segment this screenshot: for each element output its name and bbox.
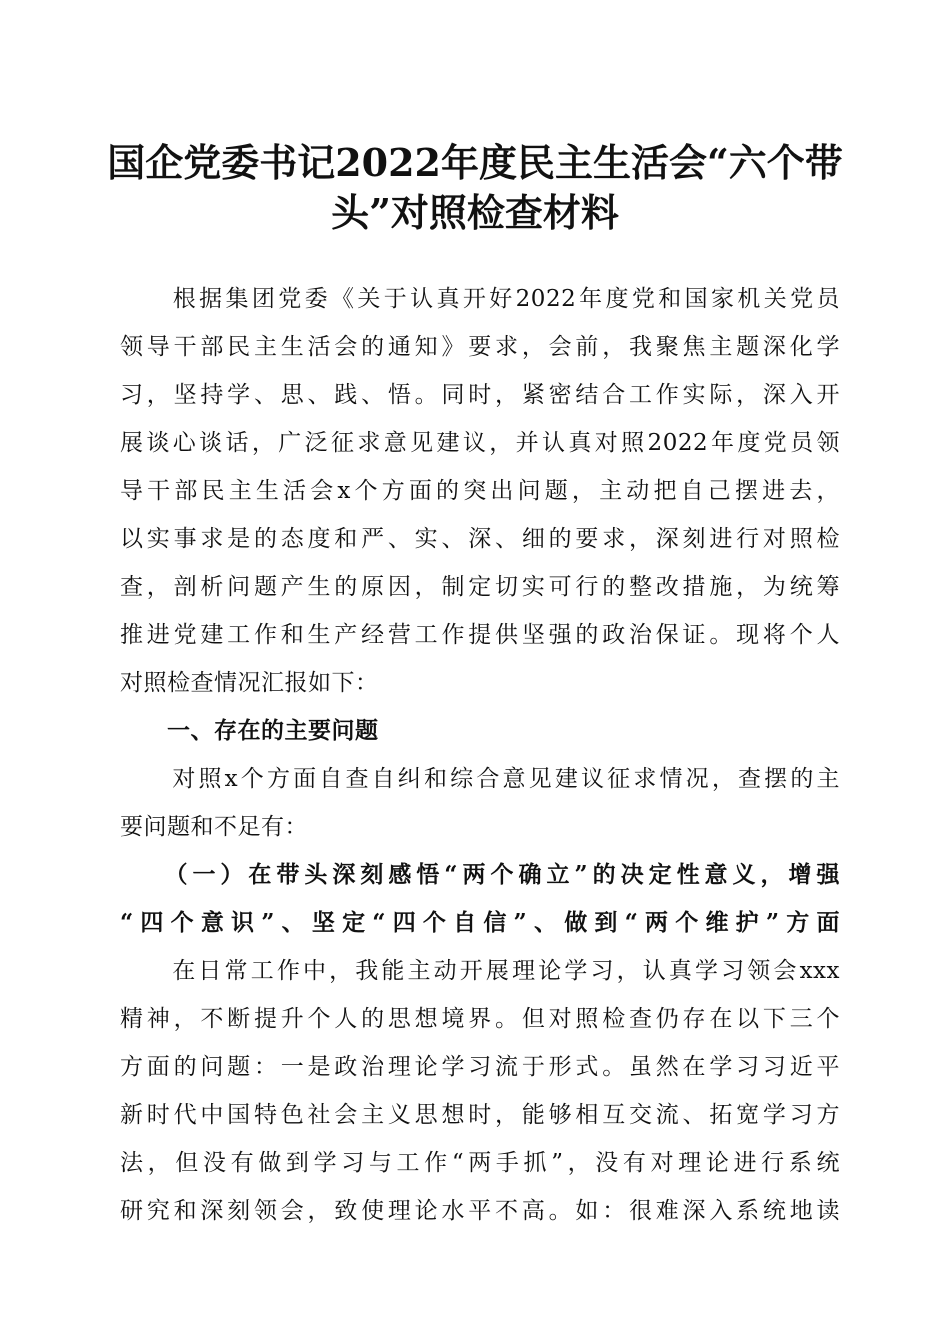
paragraph-line: 对照检查情况汇报如下： — [120, 670, 379, 696]
subsection-heading: “四个意识”、坚定“四个自信”、做到“两个维护”方面 — [120, 909, 840, 936]
paragraph-line: 新时代中国特色社会主义思想时，能够相互交流、拓宽学习方 — [120, 1102, 840, 1128]
document-title — [100, 138, 850, 238]
title-line: 国企党委书记2022年度民主生活会“六个带 — [107, 140, 843, 185]
paragraph-line: 要问题和不足有： — [120, 814, 308, 840]
paragraph-line: 研究和深刻领会，致使理论水平不高。如：很难深入系统地读 — [120, 1198, 840, 1224]
paragraph-line: 展谈心谈话，广泛征求意见建议，并认真对照2022年度党员领 — [120, 430, 840, 456]
paragraph-line: 对照x个方面自查自纠和综合意见建议征求情况，查摆的主 — [120, 766, 840, 792]
paragraph-line: 以实事求是的态度和严、实、深、细的要求，深刻进行对照检 — [120, 526, 840, 552]
document-body — [120, 275, 840, 1235]
paragraph-line: 方面的问题：一是政治理论学习流于形式。虽然在学习习近平 — [120, 1054, 840, 1080]
paragraph-line: 在日常工作中，我能主动开展理论学习，认真学习领会xxx — [120, 958, 840, 984]
section-heading: 一、存在的主要问题 — [120, 718, 379, 744]
paragraph-line: 推进党建工作和生产经营工作提供坚强的政治保证。现将个人 — [120, 622, 840, 648]
paragraph-line: 精神，不断提升个人的思想境界。但对照检查仍存在以下三个 — [120, 1006, 840, 1032]
paragraph-line: 法，但没有做到学习与工作“两手抓”，没有对理论进行系统 — [120, 1150, 840, 1176]
paragraph-line: 查，剖析问题产生的原因，制定切实可行的整改措施，为统筹 — [120, 574, 840, 600]
paragraph-line: 根据集团党委《关于认真开好2022年度党和国家机关党员 — [120, 286, 840, 312]
subsection-heading: （一）在带头深刻感悟“两个确立”的决定性意义，增强 — [120, 861, 840, 888]
title-line: 头”对照检查材料 — [331, 190, 619, 235]
paragraph-line: 导干部民主生活会x个方面的突出问题，主动把自己摆进去， — [120, 478, 840, 504]
paragraph-line: 领导干部民主生活会的通知》要求，会前，我聚焦主题深化学 — [120, 334, 840, 360]
paragraph-line: 习，坚持学、思、践、悟。同时，紧密结合工作实际，深入开 — [120, 382, 840, 408]
